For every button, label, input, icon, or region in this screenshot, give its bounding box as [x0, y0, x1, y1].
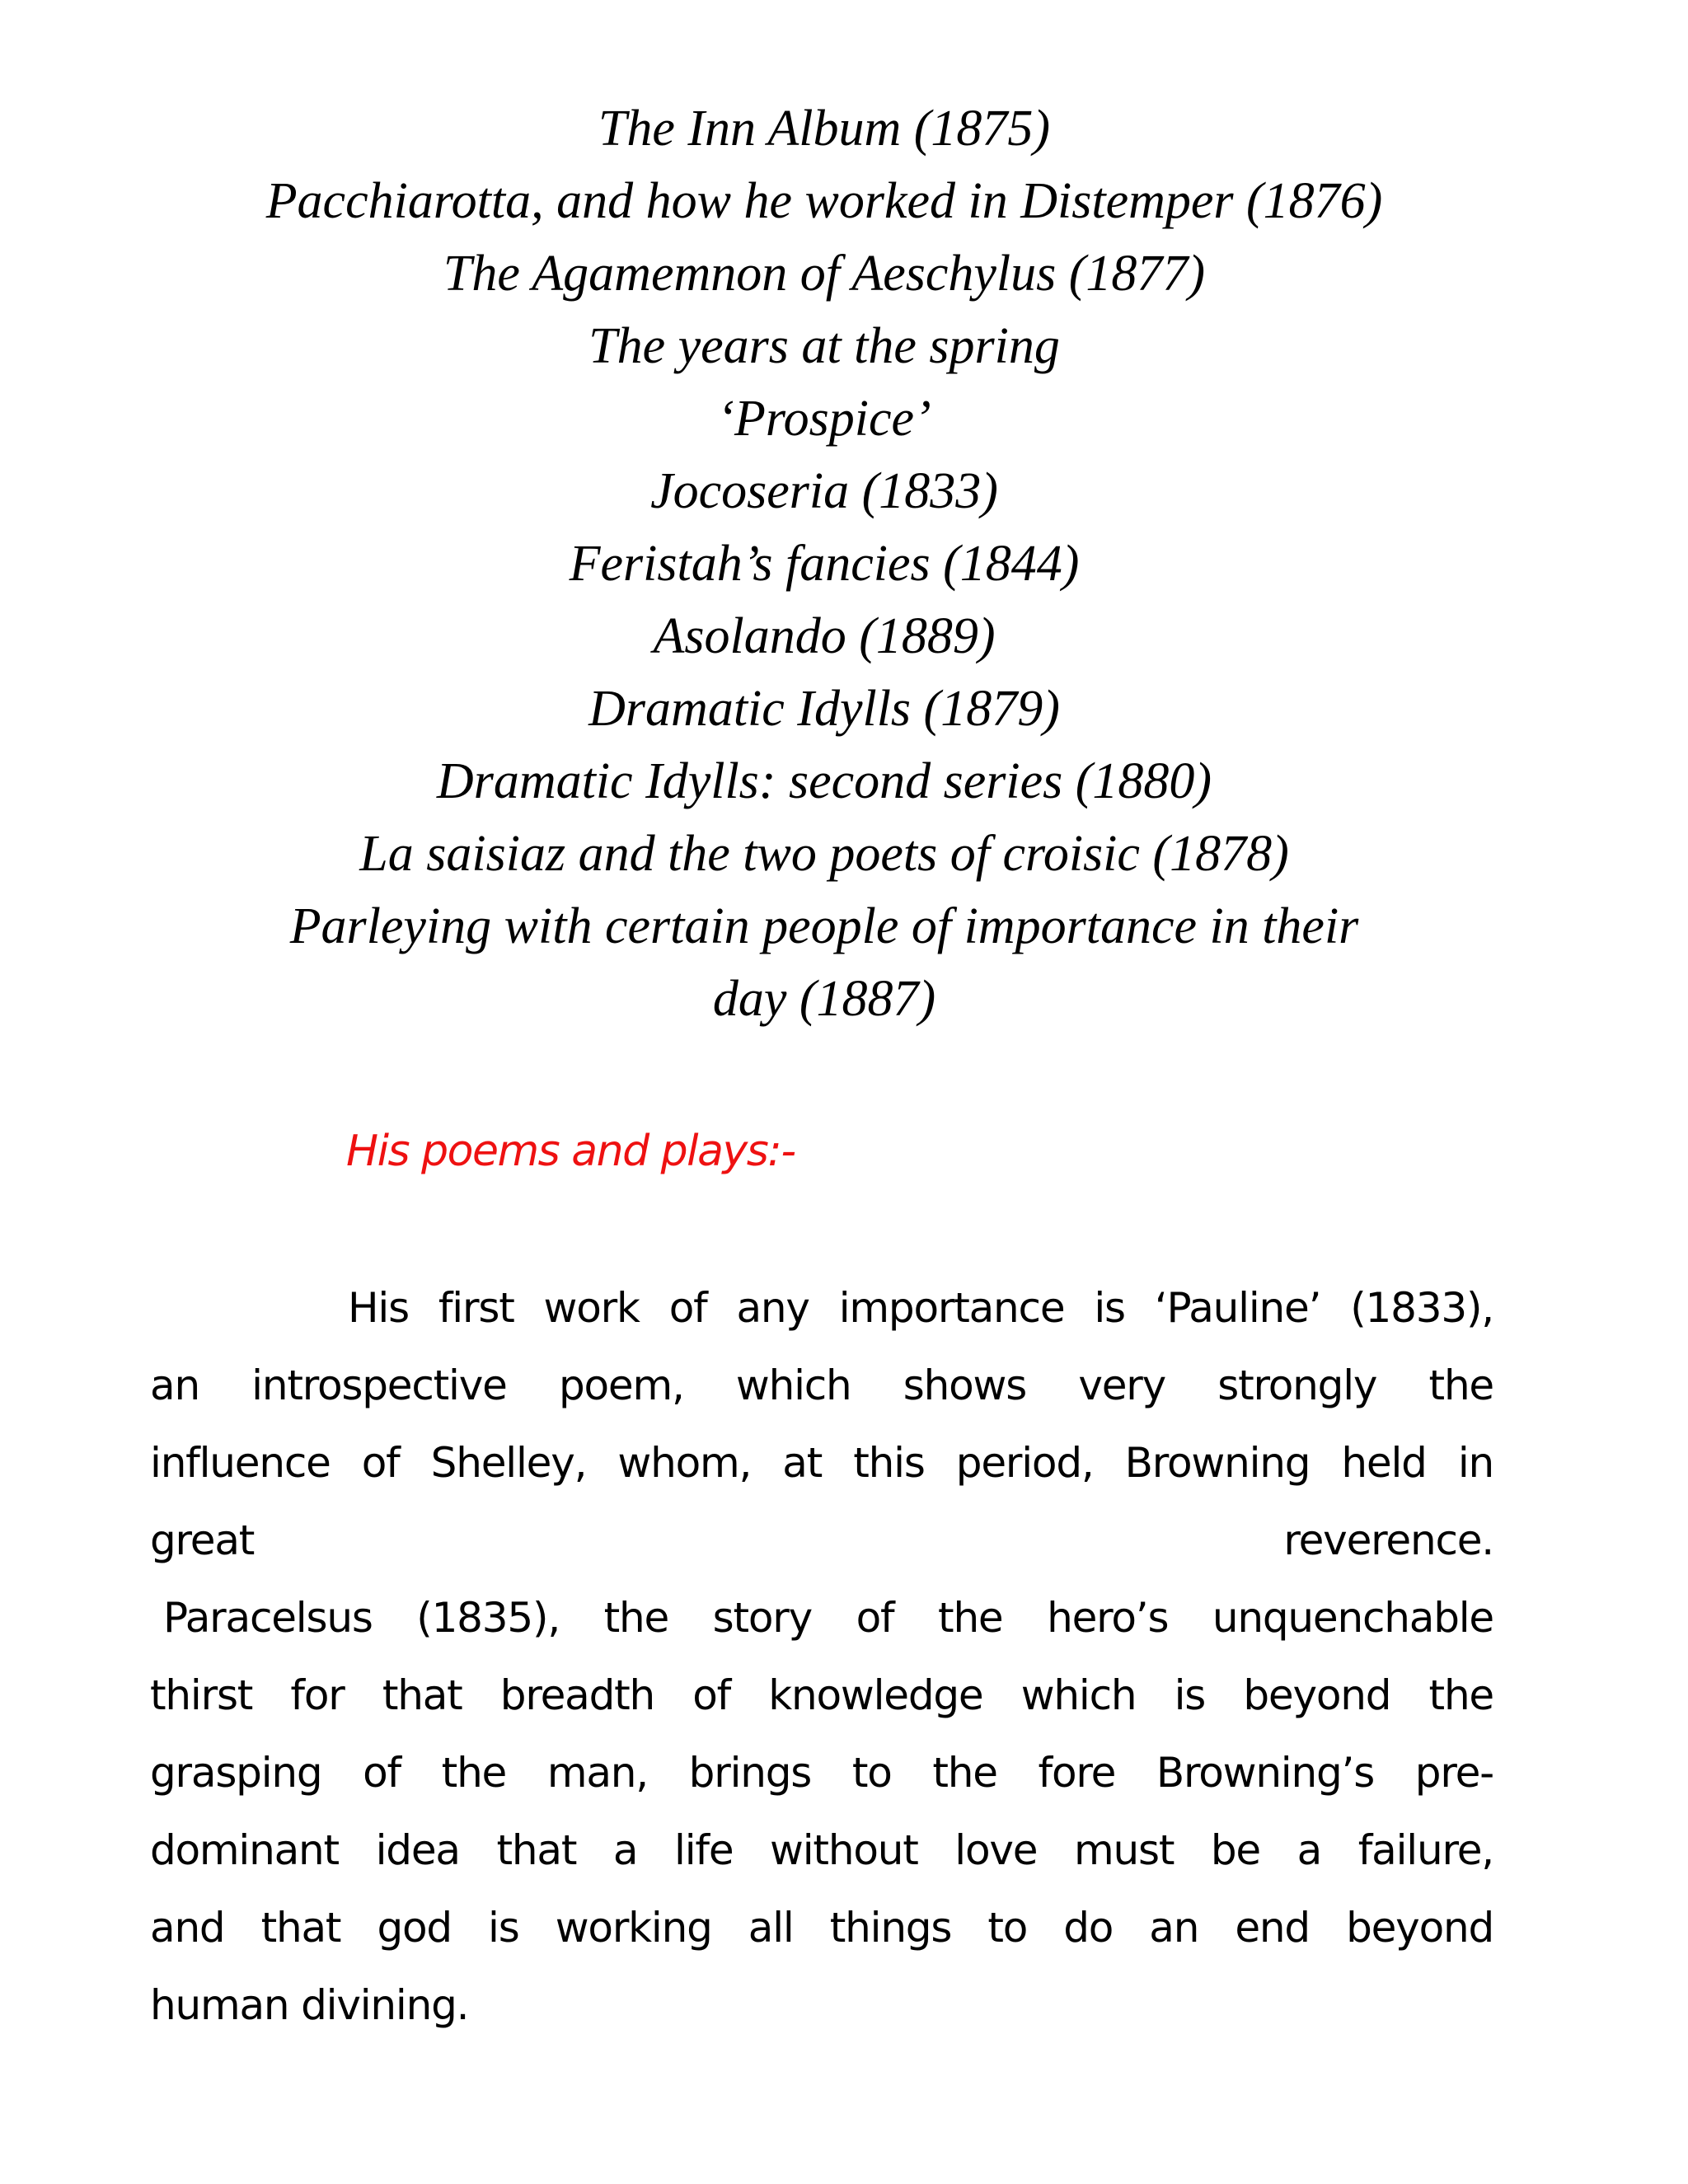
- paragraph-line: an introspective poem, which shows very strongly the: [150, 1361, 1493, 1409]
- works-list: [148, 92, 1500, 1035]
- work-item: Dramatic Idylls: second series (1880): [436, 753, 1212, 809]
- work-item: Feristah’s fancies (1844): [569, 536, 1080, 592]
- paragraph-line: great reverence.: [150, 1516, 1493, 1564]
- work-item: Dramatic Idylls (1879): [588, 681, 1060, 737]
- paragraph-line: dominant idea that a life without love must be a failure,: [150, 1826, 1493, 1874]
- work-item: Pacchiarotta, and how he worked in Distemper (1876): [265, 173, 1383, 229]
- paragraph-line: Paracelsus (1835), the story of the hero’s unquenchable: [163, 1594, 1493, 1642]
- paragraph-line: thirst for that breadth of knowledge which is beyond the: [150, 1671, 1493, 1719]
- work-item: The Agamemnon of Aeschylus (1877): [443, 246, 1206, 302]
- work-item: La saisiaz and the two poets of croisic (1878): [359, 826, 1289, 882]
- work-item: Parleying with certain people of importance in their day (1887): [289, 898, 1359, 1027]
- work-item: The years at the spring: [588, 318, 1060, 374]
- work-item: ‘Prospice’: [717, 391, 931, 447]
- paragraph-line: human divining.: [150, 1981, 469, 2029]
- paragraph-line: influence of Shelley, whom, at this period, Browning held in: [150, 1439, 1493, 1487]
- section-heading: His poems and plays:-: [346, 1127, 795, 1176]
- paragraph-line: and that god is working all things to do an end beyond: [150, 1904, 1493, 1952]
- paragraph-line: His first work of any importance is ‘Pauline’ (1833),: [348, 1284, 1493, 1332]
- paragraph-line: grasping of the man, brings to the fore Browning’s pre-: [150, 1749, 1493, 1797]
- work-item: Asolando (1889): [653, 608, 996, 664]
- work-item: The Inn Album (1875): [598, 101, 1051, 157]
- body-paragraph: [150, 1269, 1493, 2044]
- work-item: Jocoseria (1833): [650, 463, 998, 519]
